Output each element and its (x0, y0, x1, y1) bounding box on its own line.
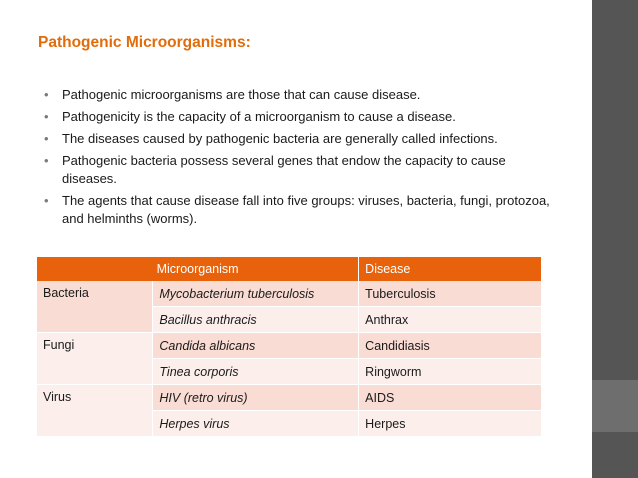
organism-cell: HIV (retro virus) (153, 385, 359, 411)
group-label: Virus (37, 385, 153, 437)
disease-cell: Tuberculosis (359, 281, 542, 307)
table-row (37, 333, 542, 359)
disease-cell: Herpes (359, 411, 542, 437)
organism-cell: Bacillus anthracis (153, 307, 359, 333)
bullet-dot-icon: • (44, 153, 49, 168)
bullet-list (44, 86, 564, 232)
organism-cell: Tinea corporis (153, 359, 359, 385)
bullet-item (44, 108, 564, 126)
side-decoration-accent (592, 380, 638, 432)
bullet-text: The agents that cause disease fall into five groups: viruses, bacteria, fungi, protozoa, and helminths (worms). (62, 193, 550, 226)
bullet-item (44, 152, 564, 188)
organism-cell: Candida albicans (153, 333, 359, 359)
bullet-text: The diseases caused by pathogenic bacteria are generally called infections. (62, 131, 498, 146)
slide-title: Pathogenic Microorganisms: (38, 34, 251, 51)
bullet-dot-icon: • (44, 87, 49, 102)
table-row (37, 385, 542, 411)
bullet-dot-icon: • (44, 109, 49, 124)
disease-cell: Candidiasis (359, 333, 542, 359)
bullet-text: Pathogenic bacteria possess several genes that endow the capacity to cause diseases. (62, 153, 506, 186)
bullet-text: Pathogenicity is the capacity of a microorganism to cause a disease. (62, 109, 456, 124)
table-row (37, 281, 542, 307)
group-label: Fungi (37, 333, 153, 385)
bullet-text: Pathogenic microorganisms are those that can cause disease. (62, 87, 421, 102)
header-disease: Disease (359, 257, 542, 281)
bullet-item (44, 192, 564, 228)
header-microorganism: Microorganism (37, 257, 359, 281)
group-label: Bacteria (37, 281, 153, 333)
bullet-item (44, 130, 564, 148)
bullet-dot-icon: • (44, 193, 49, 208)
disease-cell: AIDS (359, 385, 542, 411)
disease-cell: Ringworm (359, 359, 542, 385)
disease-cell: Anthrax (359, 307, 542, 333)
organism-cell: Herpes virus (153, 411, 359, 437)
bullet-dot-icon: • (44, 131, 49, 146)
microorganism-table (37, 257, 542, 437)
table-header-row (37, 257, 542, 281)
bullet-item (44, 86, 564, 104)
organism-cell: Mycobacterium tuberculosis (153, 281, 359, 307)
